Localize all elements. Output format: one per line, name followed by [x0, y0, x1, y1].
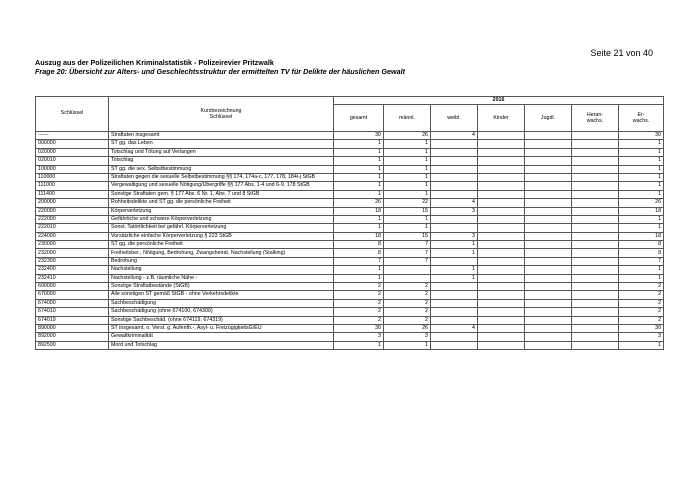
cell-value: 7	[384, 257, 431, 265]
cell-value	[525, 140, 572, 148]
cell-value	[431, 173, 478, 181]
row-key: 000000	[36, 140, 109, 148]
cell-value: 1	[334, 190, 384, 198]
cell-value	[431, 291, 478, 299]
cell-value: 2	[384, 283, 431, 291]
row-label: ST gg. das Leben	[109, 140, 334, 148]
cell-value: 1	[384, 140, 431, 148]
cell-value: 18	[619, 207, 664, 215]
row-key: 220000	[36, 207, 109, 215]
table-row	[36, 207, 664, 215]
header-kurzbezeichnung: Kurzbezeichnung Schlüssel	[109, 97, 334, 132]
row-key: 600000	[36, 283, 109, 291]
cell-value: 1	[334, 157, 384, 165]
cell-value: 26	[384, 132, 431, 140]
row-key: 674019	[36, 316, 109, 324]
document-subtitle: Frage 20: Übersicht zur Alters- und Geschlechtsstruktur der ermittelten TV für Delikte der häuslichen Gewalt	[35, 67, 405, 76]
row-key: 222000	[36, 215, 109, 223]
cell-value	[431, 283, 478, 291]
cell-value	[572, 232, 619, 240]
cell-value	[525, 324, 572, 332]
cell-value: 1	[334, 182, 384, 190]
table-row	[36, 333, 664, 341]
cell-value	[525, 232, 572, 240]
cell-value: 1	[334, 274, 384, 282]
cell-value	[478, 266, 525, 274]
cell-value	[525, 266, 572, 274]
column-header: gesamt	[334, 105, 384, 132]
cell-value	[478, 333, 525, 341]
table-row	[36, 316, 664, 324]
cell-value: 2	[619, 291, 664, 299]
cell-value	[525, 308, 572, 316]
cell-value: 3	[619, 333, 664, 341]
row-key: 892500	[36, 341, 109, 349]
cell-value	[525, 173, 572, 181]
cell-value	[478, 132, 525, 140]
table-row	[36, 190, 664, 198]
row-key: 232300	[36, 257, 109, 265]
cell-value: 1	[334, 148, 384, 156]
cell-value: 1	[431, 266, 478, 274]
column-header: männl.	[384, 105, 431, 132]
cell-value: 3	[431, 232, 478, 240]
row-label: Totschlag und Tötung auf Verlangen	[109, 148, 334, 156]
row-key: ------	[36, 132, 109, 140]
cell-value	[572, 207, 619, 215]
row-key: 674000	[36, 299, 109, 307]
row-key: 230000	[36, 241, 109, 249]
cell-value	[478, 182, 525, 190]
cell-value	[572, 182, 619, 190]
row-label: Nachstellung	[109, 266, 334, 274]
cell-value: 1	[619, 173, 664, 181]
cell-value: 18	[334, 207, 384, 215]
row-key: 232410	[36, 274, 109, 282]
cell-value: 1	[619, 341, 664, 349]
cell-value	[572, 148, 619, 156]
cell-value	[572, 224, 619, 232]
cell-value: 7	[619, 257, 664, 265]
cell-value	[478, 324, 525, 332]
cell-value: 1	[431, 241, 478, 249]
table-row	[36, 173, 664, 181]
cell-value: 8	[334, 249, 384, 257]
cell-value: 1	[619, 157, 664, 165]
cell-value	[525, 283, 572, 291]
cell-value	[478, 207, 525, 215]
row-key: 224000	[36, 232, 109, 240]
cell-value	[478, 274, 525, 282]
cell-value	[478, 299, 525, 307]
table-row	[36, 241, 664, 249]
cell-value	[431, 299, 478, 307]
cell-value: 22	[384, 199, 431, 207]
cell-value: 1	[334, 173, 384, 181]
table-row	[36, 257, 664, 265]
row-label: Nachstellung - z.B. räumliche Nähe -	[109, 274, 334, 282]
table-row	[36, 140, 664, 148]
cell-value: 18	[619, 232, 664, 240]
cell-value: 18	[334, 232, 384, 240]
row-label: Körperverletzung	[109, 207, 334, 215]
cell-value: 1	[334, 215, 384, 223]
cell-value: 15	[384, 232, 431, 240]
row-key: 670000	[36, 291, 109, 299]
cell-value: 7	[384, 249, 431, 257]
row-key: 111000	[36, 182, 109, 190]
cell-value: 30	[334, 324, 384, 332]
cell-value	[525, 316, 572, 324]
cell-value	[478, 165, 525, 173]
cell-value	[525, 291, 572, 299]
cell-value	[431, 308, 478, 316]
cell-value: 1	[431, 249, 478, 257]
cell-value	[478, 249, 525, 257]
row-label: Gewaltkriminalität	[109, 333, 334, 341]
table-row	[36, 157, 664, 165]
cell-value: 1	[384, 157, 431, 165]
cell-value: 2	[334, 308, 384, 316]
cell-value	[431, 190, 478, 198]
column-header: weibl.	[431, 105, 478, 132]
cell-value: 2	[384, 299, 431, 307]
cell-value	[572, 333, 619, 341]
cell-value: 4	[431, 199, 478, 207]
document-title: Auszug aus der Polizeilichen Kriminalstatistik - Polizeirevier Pritzwalk	[35, 58, 274, 67]
cell-value	[431, 257, 478, 265]
row-key: 232000	[36, 249, 109, 257]
cell-value	[572, 283, 619, 291]
cell-value: 1	[334, 341, 384, 349]
cell-value: 2	[334, 299, 384, 307]
cell-value	[525, 299, 572, 307]
row-label: Sachbeschädigung (ohne 674100, 674300)	[109, 308, 334, 316]
cell-value: 2	[619, 308, 664, 316]
cell-value	[478, 215, 525, 223]
row-key: 674010	[36, 308, 109, 316]
cell-value	[431, 157, 478, 165]
cell-value: 30	[334, 132, 384, 140]
row-label: Sonstige Straftatbestände (StGB)	[109, 283, 334, 291]
table-row	[36, 232, 664, 240]
page-number: Seite 21 von 40	[590, 48, 653, 58]
cell-value: 8	[619, 241, 664, 249]
cell-value	[525, 207, 572, 215]
header-schluessel: Schlüssel	[36, 97, 109, 132]
cell-value: 1	[334, 266, 384, 274]
cell-value	[525, 157, 572, 165]
cell-value: 4	[431, 324, 478, 332]
cell-value	[572, 173, 619, 181]
cell-value: 1	[619, 165, 664, 173]
table-row	[36, 182, 664, 190]
row-label: ST gg. die persönliche Freiheit	[109, 241, 334, 249]
cell-value	[525, 241, 572, 249]
table-row	[36, 266, 664, 274]
row-label: Alle sonstigen ST gemäß StGB - ohne Verkehrsdelikte	[109, 291, 334, 299]
cell-value: 26	[334, 199, 384, 207]
cell-value	[525, 274, 572, 282]
table-row	[36, 132, 664, 140]
cell-value	[572, 190, 619, 198]
cell-value: 3	[384, 333, 431, 341]
cell-value	[572, 132, 619, 140]
table-row	[36, 283, 664, 291]
cell-value	[431, 341, 478, 349]
row-label: Bedrohung	[109, 257, 334, 265]
cell-value	[572, 140, 619, 148]
cell-value: 2	[334, 316, 384, 324]
cell-value: 3	[431, 207, 478, 215]
cell-value: 30	[619, 132, 664, 140]
cell-value: 8	[619, 249, 664, 257]
row-label: Straftaten gegen die sexuelle Selbstbestimmung §§ 174, 174a-c, 177, 178, 184i-j StGB	[109, 173, 334, 181]
cell-value	[525, 148, 572, 156]
cell-value	[431, 224, 478, 232]
cell-value	[384, 274, 431, 282]
cell-value	[478, 232, 525, 240]
row-key: 222010	[36, 224, 109, 232]
row-key: 110000	[36, 173, 109, 181]
cell-value	[525, 182, 572, 190]
table-row	[36, 299, 664, 307]
cell-value: 1	[334, 140, 384, 148]
cell-value	[478, 241, 525, 249]
cell-value	[525, 199, 572, 207]
row-key: 890000	[36, 324, 109, 332]
cell-value	[478, 190, 525, 198]
cell-value: 1	[384, 173, 431, 181]
cell-value: 4	[431, 132, 478, 140]
cell-value: 1	[431, 274, 478, 282]
cell-value: 1	[384, 341, 431, 349]
cell-value: 1	[619, 274, 664, 282]
cell-value: 3	[334, 333, 384, 341]
cell-value: 2	[334, 283, 384, 291]
cell-value	[525, 165, 572, 173]
column-header: Er- wachs.	[619, 105, 664, 132]
cell-value	[431, 148, 478, 156]
table-row	[36, 199, 664, 207]
table-row	[36, 249, 664, 257]
table-row	[36, 291, 664, 299]
cell-value	[478, 140, 525, 148]
cell-value: 1	[384, 215, 431, 223]
row-label: Vorsätzliche einfache Körperverletzung § 223 StGB	[109, 232, 334, 240]
cell-value	[478, 173, 525, 181]
cell-value	[478, 341, 525, 349]
cell-value	[478, 224, 525, 232]
cell-value: 1	[334, 165, 384, 173]
cell-value	[478, 257, 525, 265]
table-row	[36, 341, 664, 349]
cell-value	[478, 283, 525, 291]
row-label: Gefährliche und schwere Körperverletzung	[109, 215, 334, 223]
table-row	[36, 274, 664, 282]
cell-value	[525, 132, 572, 140]
cell-value: 26	[619, 199, 664, 207]
row-key: 111400	[36, 190, 109, 198]
cell-value	[572, 266, 619, 274]
cell-value: 1	[384, 165, 431, 173]
column-header: Kinder	[478, 105, 525, 132]
cell-value: 1	[384, 224, 431, 232]
table-row	[36, 148, 664, 156]
cell-value	[572, 291, 619, 299]
cell-value: 1	[619, 182, 664, 190]
cell-value	[572, 324, 619, 332]
table-row	[36, 224, 664, 232]
cell-value	[525, 224, 572, 232]
cell-value: 1	[384, 190, 431, 198]
cell-value	[572, 199, 619, 207]
cell-value	[525, 215, 572, 223]
row-label: Sachbeschädigung	[109, 299, 334, 307]
cell-value	[572, 157, 619, 165]
cell-value	[572, 299, 619, 307]
cell-value	[572, 257, 619, 265]
cell-value: 1	[384, 148, 431, 156]
row-label: ST gg. die sex. Selbstbestimmung	[109, 165, 334, 173]
cell-value	[431, 182, 478, 190]
cell-value: 7	[334, 257, 384, 265]
cell-value	[572, 215, 619, 223]
cell-value	[572, 308, 619, 316]
statistics-table	[35, 96, 664, 350]
cell-value: 7	[384, 241, 431, 249]
cell-value	[431, 140, 478, 148]
table-row	[36, 165, 664, 173]
table-row	[36, 308, 664, 316]
cell-value	[525, 341, 572, 349]
cell-value: 2	[334, 291, 384, 299]
cell-value: 1	[619, 190, 664, 198]
row-label: Sonstige Straftaten gem. § 177 Abs. 6 Nr. 1, Abs. 7 und 8 StGB	[109, 190, 334, 198]
row-key: 232400	[36, 266, 109, 274]
header-year: 2016	[334, 97, 664, 105]
cell-value	[572, 274, 619, 282]
cell-value	[525, 190, 572, 198]
cell-value	[384, 266, 431, 274]
cell-value: 1	[384, 182, 431, 190]
cell-value	[478, 148, 525, 156]
cell-value	[478, 157, 525, 165]
cell-value: 8	[334, 241, 384, 249]
cell-value	[525, 333, 572, 341]
cell-value	[478, 199, 525, 207]
table-row	[36, 324, 664, 332]
cell-value: 2	[619, 316, 664, 324]
cell-value: 15	[384, 207, 431, 215]
cell-value: 2	[384, 308, 431, 316]
cell-value: 2	[384, 291, 431, 299]
cell-value	[478, 308, 525, 316]
cell-value: 26	[384, 324, 431, 332]
cell-value	[525, 257, 572, 265]
cell-value	[572, 241, 619, 249]
cell-value	[478, 316, 525, 324]
column-header: Heran- wachs.	[572, 105, 619, 132]
cell-value: 2	[384, 316, 431, 324]
cell-value: 1	[619, 140, 664, 148]
cell-value	[431, 165, 478, 173]
cell-value: 1	[334, 224, 384, 232]
cell-value: 2	[619, 299, 664, 307]
cell-value	[431, 333, 478, 341]
cell-value	[478, 291, 525, 299]
cell-value	[431, 215, 478, 223]
column-header: Jugdl.	[525, 105, 572, 132]
cell-value: 1	[619, 266, 664, 274]
cell-value: 1	[619, 148, 664, 156]
cell-value	[572, 341, 619, 349]
cell-value: 1	[619, 224, 664, 232]
row-label: Sonst. Tatörtlichkeit bei gefährl. Körperverletzung	[109, 224, 334, 232]
row-label: Mord und Totschlag	[109, 341, 334, 349]
table-row	[36, 215, 664, 223]
row-label: Vergewaltigung und sexuelle Nötigung/Übergriffe §§ 177 Abs. 1-4 und 6-9, 178 StGB	[109, 182, 334, 190]
row-key: 100000	[36, 165, 109, 173]
cell-value	[431, 316, 478, 324]
row-label: Straftaten insgesamt	[109, 132, 334, 140]
row-label: ST insgesamt, o. Verst. g. Aufenth.-, Asyl- u. FreizügigkeitsG/EU	[109, 324, 334, 332]
row-key: 200000	[36, 199, 109, 207]
row-key: 892000	[36, 333, 109, 341]
row-label: Sonstige Sachbeschäd. (ohne 674119, 674319)	[109, 316, 334, 324]
row-key: 020000	[36, 148, 109, 156]
row-key: 020010	[36, 157, 109, 165]
cell-value	[572, 249, 619, 257]
cell-value	[525, 249, 572, 257]
cell-value	[572, 165, 619, 173]
cell-value: 1	[619, 215, 664, 223]
row-label: Totschlag	[109, 157, 334, 165]
row-label: Rohheitsdelikte und ST gg. die persönliche Freiheit	[109, 199, 334, 207]
cell-value: 30	[619, 324, 664, 332]
row-label: Freiheitsber., Nötigung, Bedrohung, Zwangsheirat, Nachstellung (Stalking)	[109, 249, 334, 257]
cell-value	[572, 316, 619, 324]
cell-value: 2	[619, 283, 664, 291]
